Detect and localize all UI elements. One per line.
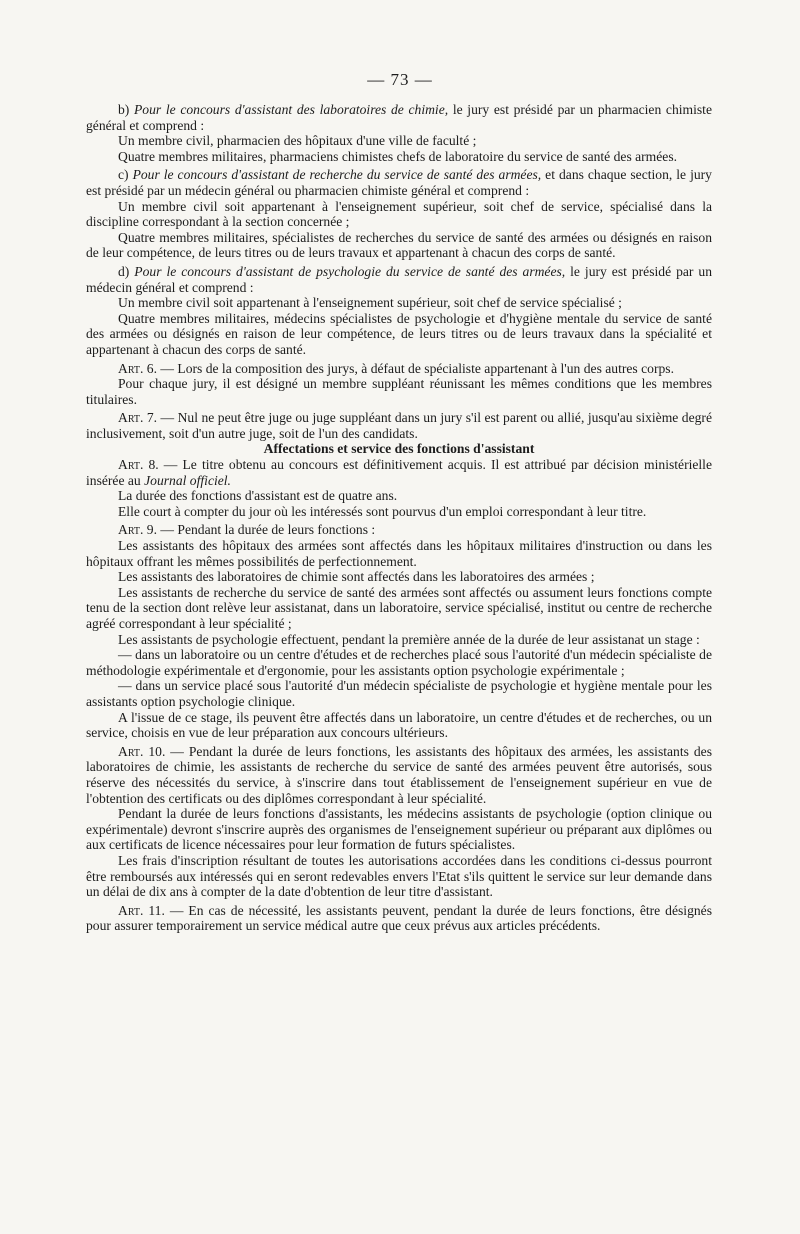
section-heading: Affectations et service des fonctions d'assistant <box>263 441 535 457</box>
article-10: Art. 10. — Pendant la durée de leurs fonctions, les assistants des hôpitaux des armées, les assistants des laboratoires de chimie, les assistants de recherche du service de santé des armées peuvent être autorisés, sous réserve des nécessités du service, à s'inscrire dans tout établissement de l'enseignement supérieur en vue de l'obtention des certificats ou des diplômes correspondant à leur spécialité. <box>86 743 712 806</box>
paragraph-d-1: Un membre civil soit appartenant à l'enseignement supérieur, soit chef de service spécialisé ; <box>118 295 622 311</box>
document-body <box>86 102 712 934</box>
article-9-5: — dans un laboratoire ou un centre d'études et de recherches placé sous l'autorité d'un médecin spécialiste de méthodologie expérimentale et d'ergonomie, pour les assistants option psychologie expérimentale ; <box>86 647 712 678</box>
article-9-6: — dans un service placé sous l'autorité d'un médecin spécialiste de psychologie et hygiène mentale pour les assistants option psychologie clinique. <box>86 678 712 709</box>
article-8-label: Art. 8. <box>118 457 159 473</box>
article-10-label: Art. 10. <box>118 743 166 759</box>
article-6-label: Art. 6. <box>118 360 157 376</box>
article-9: Art. 9. — Pendant la durée de leurs fonctions : <box>118 522 376 538</box>
article-8: Art. 8. — Le titre obtenu au concours est définitivement acquis. Il est attribué par décision ministérielle insérée au Journal officiel. <box>86 457 712 488</box>
article-9-4: Les assistants de psychologie effectuent, pendant la première année de la durée de leur assistanat un stage : <box>118 631 700 647</box>
paragraph-c: c) Pour le concours d'assistant de recherche du service de santé des armées, et dans chaque section, le jury est présidé par un médecin général ou pharmacien chimiste général et comprend : <box>86 167 712 198</box>
paragraph-b-1: Un membre civil, pharmacien des hôpitaux d'une ville de faculté ; <box>118 133 477 149</box>
jury-title-chimie: Pour le concours d'assistant des laboratoires de chimie, <box>134 102 449 117</box>
article-6: Art. 6. — Lors de la composition des jurys, à défaut de spécialiste appartenant à l'un des autres corps. <box>118 360 674 376</box>
article-8-2: La durée des fonctions d'assistant est de quatre ans. <box>118 488 398 504</box>
article-9-label: Art. 9. <box>118 522 157 538</box>
jury-title-psychologie: Pour le concours d'assistant de psychologie du service de santé des armées, <box>134 263 566 279</box>
article-7-label: Art. 7. <box>118 410 158 426</box>
paragraph-b: b) Pour le concours d'assistant des laboratoires de chimie, le jury est présidé par un pharmacien chimiste général et comprend : <box>86 102 712 133</box>
article-8-3: Elle court à compter du jour où les intéressés sont pourvus d'un emploi correspondant à leur titre. <box>118 503 647 519</box>
article-9-7: A l'issue de ce stage, ils peuvent être affectés dans un laboratoire, un centre d'études et de recherches, ou un service, choisis en vue de leur préparation aux concours ultérieurs. <box>86 709 712 741</box>
article-9-2: Les assistants des laboratoires de chimie sont affectés dans les laboratoires des armées ; <box>118 569 595 585</box>
article-10-3: Les frais d'inscription résultant de toutes les autorisations accordées dans les conditions ci-dessus pourront être remboursés aux intéressés qui en seront redevables envers l'Etat s'ils quittent le service sur leur demande dans un délai de dix ans à compter de la date d'obtention de leur titre d'assistant. <box>86 852 712 900</box>
article-10-2: Pendant la durée de leurs fonctions d'assistants, les médecins assistants de psychologie (option clinique ou expérimentale) devront s'inscrire auprès des organismes de l'enseignement supérieur ou préparant aux diplômes ou aux certificats de licence nécessaires pour leur formation de futurs spécialistes. <box>86 806 712 853</box>
paragraph-d-2: Quatre membres militaires, médecins spécialistes de psychologie et d'hygiène mentale du service de santé des armées ou désignés en raison de leur compétence, de leurs titres ou de leurs travaux dans la spécialité et appartenant à chacun des corps de santé. <box>86 310 712 357</box>
page-number: — 73 — <box>367 70 433 89</box>
paragraph-d: d) Pour le concours d'assistant de psychologie du service de santé des armées, le jury est présidé par un médecin général et comprend : <box>86 263 712 295</box>
article-9-3: Les assistants de recherche du service de santé des armées sont affectés ou assument leurs fonctions compte tenu de la section dont relève leur assistanat, dans un laboratoire, service spécialisé, institut ou centre de recherche agréé correspondant à leur spécialité ; <box>86 584 712 631</box>
article-9-1: Les assistants des hôpitaux des armées sont affectés dans les hôpitaux militaires d'instruction ou dans les hôpitaux offrant les mêmes possibilités de perfectionnement. <box>86 538 712 569</box>
jury-title-recherche: Pour le concours d'assistant de recherche du service de santé des armées, <box>132 167 542 183</box>
paragraph-c-2: Quatre membres militaires, spécialistes de recherches du service de santé des armées ou désignés en raison de leur compétence, de leurs titres ou de leurs travaux et appartenant à chacun des corps de santé. <box>86 229 712 261</box>
article-11-label: Art. 11. <box>118 902 165 918</box>
paragraph-b-2: Quatre membres militaires, pharmaciens chimistes chefs de laboratoire du service de santé des armées. <box>118 148 678 164</box>
article-7: Art. 7. — Nul ne peut être juge ou juge suppléant dans un jury s'il est parent ou allié, jusqu'au sixième degré inclusivement, soit d'un autre juge, soit de l'un des candidats. <box>86 410 712 441</box>
article-6-2: Pour chaque jury, il est désigné un membre suppléant réunissant les mêmes conditions que les membres titulaires. <box>86 376 712 407</box>
paragraph-c-1: Un membre civil soit appartenant à l'enseignement supérieur, soit chef de service, spécialisé dans la discipline correspondant à la section concernée ; <box>86 198 712 230</box>
article-11: Art. 11. — En cas de nécessité, les assistants peuvent, pendant la durée de leurs fonctions, être désignés pour assurer temporairement un service médical autre que ceux prévus aux articles précédents. <box>86 902 712 934</box>
